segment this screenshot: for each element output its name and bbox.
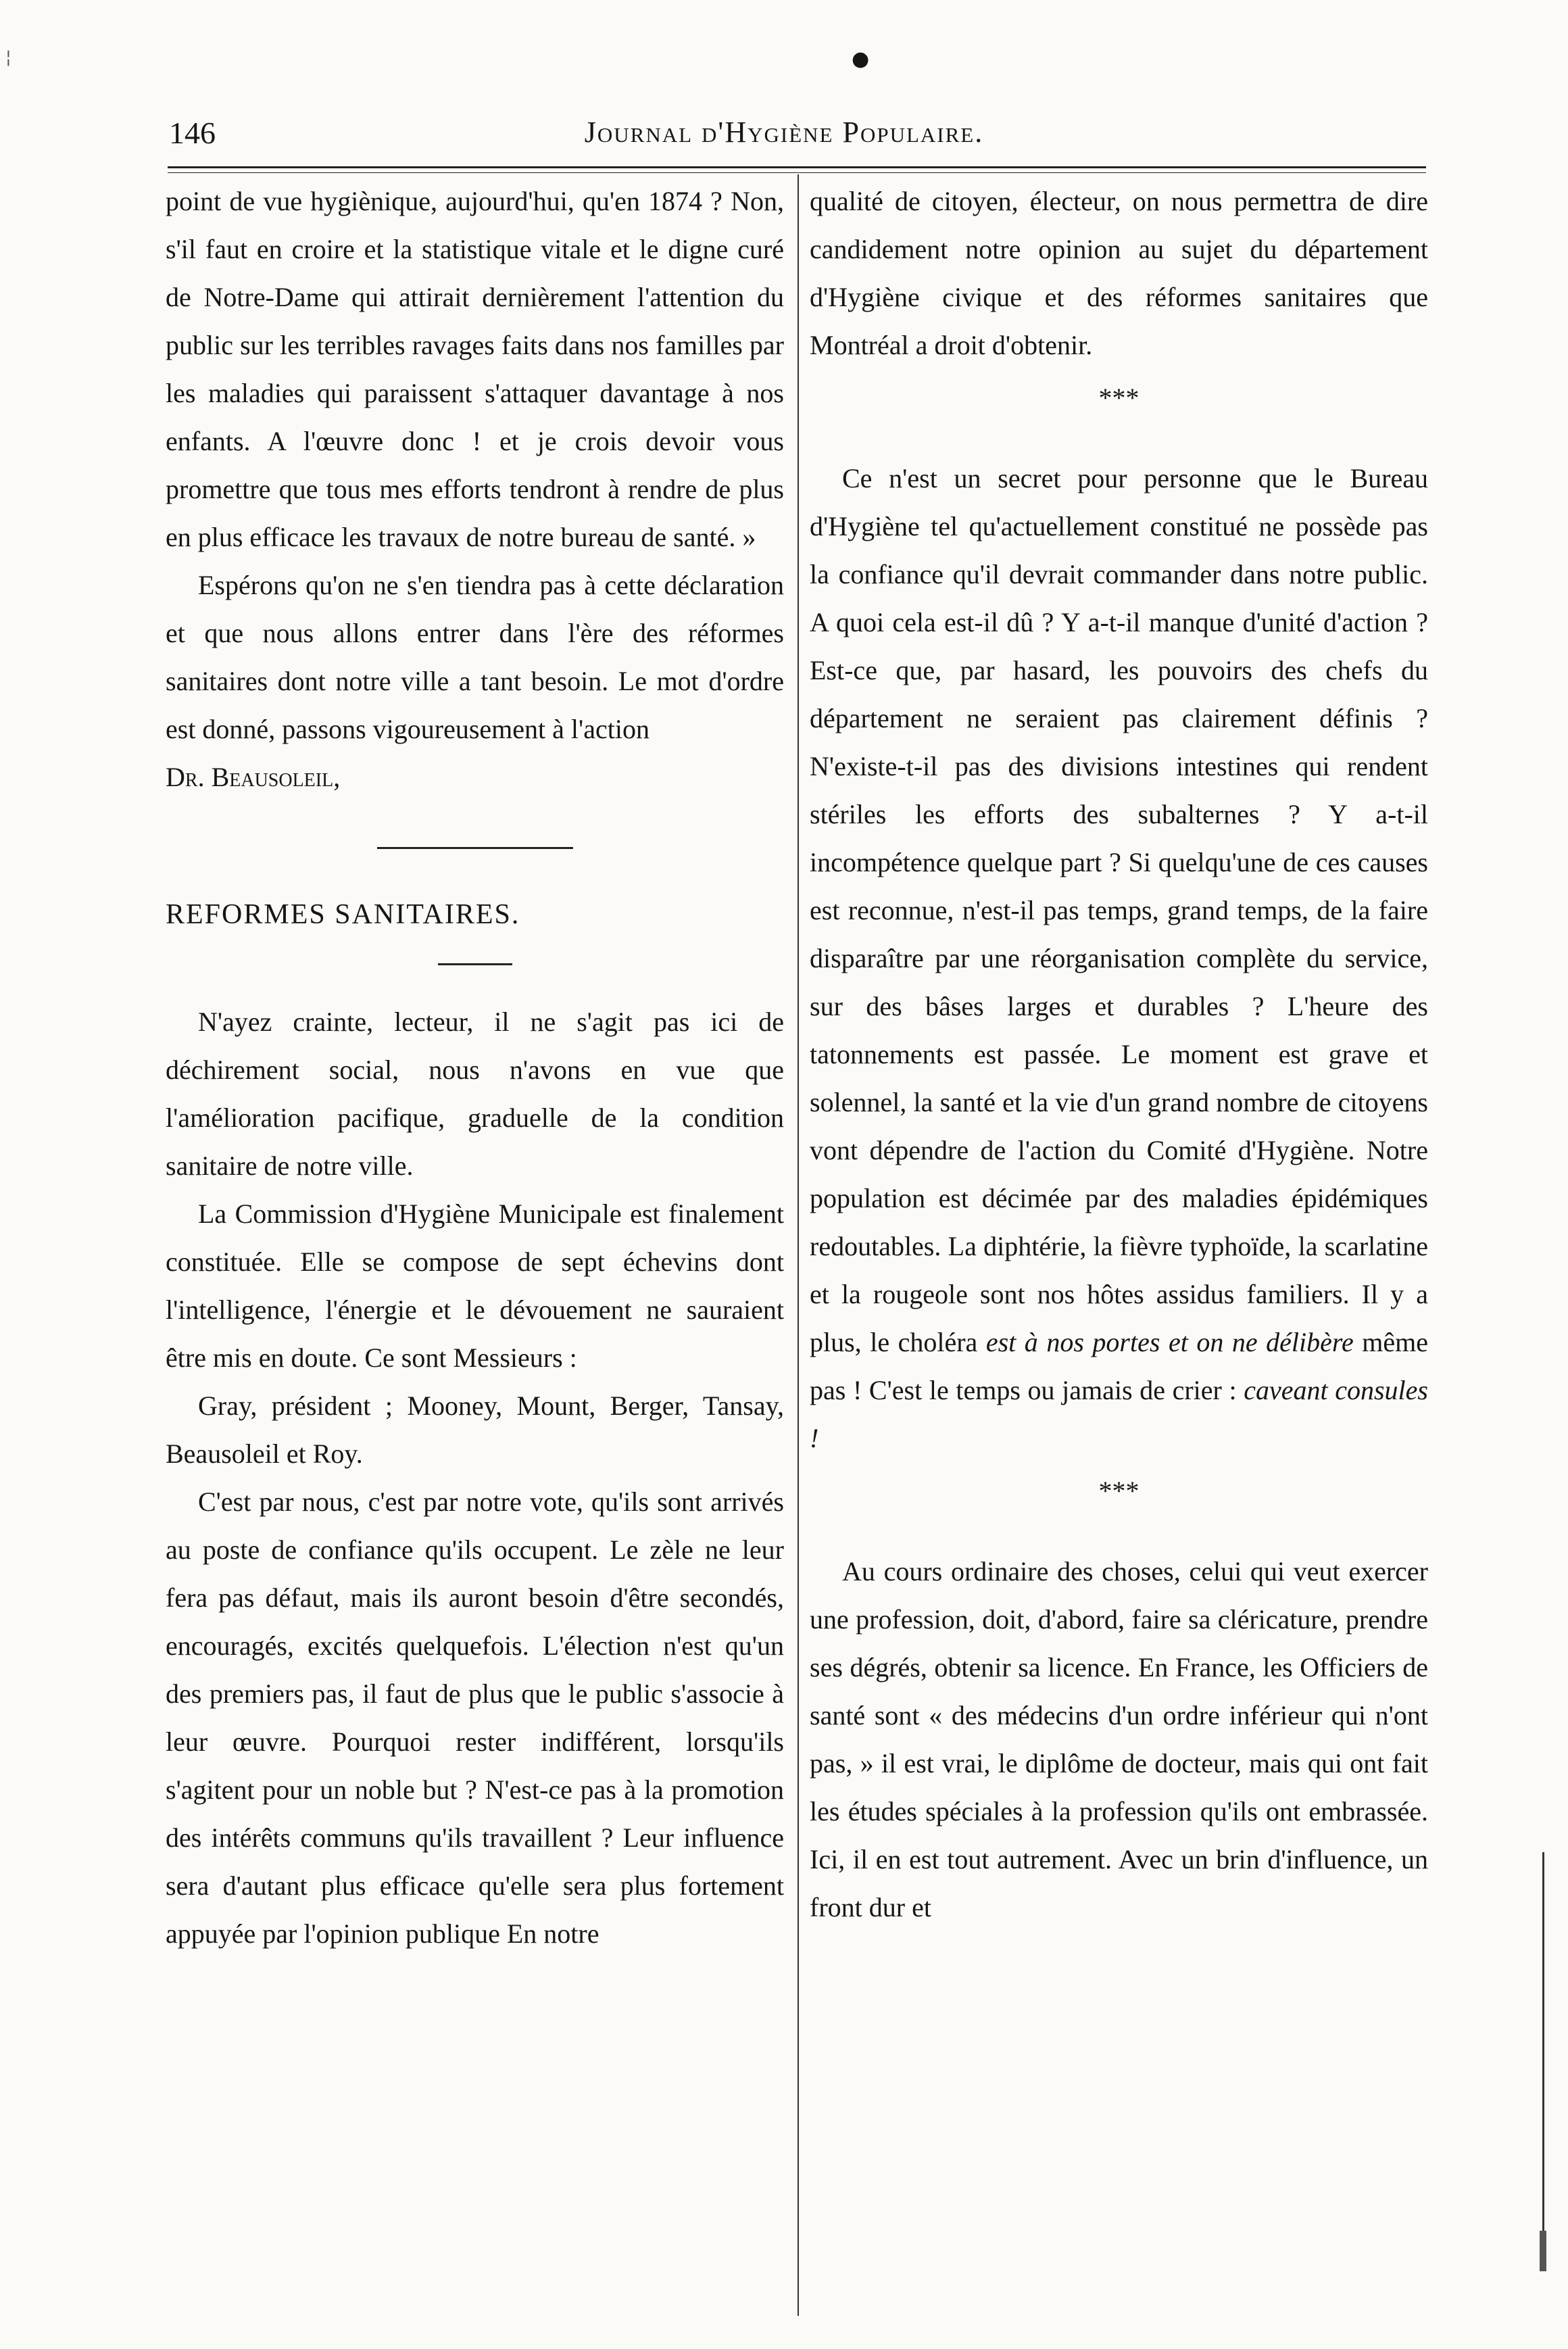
- section-title: REFORMES SANITAIRES.: [166, 899, 520, 930]
- right-column: [810, 177, 1428, 1931]
- paragraph: Espérons qu'on ne s'en tiendra pas à cette déclaration et que nous allons entrer dans l'ère des réformes sanitaires dont notre ville a tant besoin. Le mot d'ordre est donné, passons vigoureusement à l'action: [166, 570, 784, 744]
- paragraph: [810, 454, 1428, 1462]
- title-rule: [438, 963, 512, 965]
- paragraph-text: Ce n'est un secret pour personne que le Bureau d'Hygiène tel qu'actuellement constitué ne possède pas la confiance qu'il devrait commander dans notre public. A quoi cela est-il dû ? Y a-t-il manque d'unité d'action ? Est-ce que, par hasard, les pouvoirs des chefs du département ne seraient pas clairement définis ? N'existe-t-il pas des divisions intestines qui rendent stériles les efforts des subalternes ? Y a-t-il incompétence quelque part ? Si quelqu'une de ces causes est reconnue, n'est-il pas temps, grand temps, de la faire disparaître par une réorganisation complète du service, sur des bâses larges et durables ? L'heure des tatonnements est passée. Le moment est grave et solennel, la santé et la vie d'un grand nombre de citoyens vont dépendre de l'action du Comité d'Hygiène. Notre population est décimée par des maladies épidémiques redoutables. La diphtérie, la fièvre typhoïde, la scarlatine et la rougeole sont nos hôtes assidus familiers. Il y a plus, le choléra: [810, 463, 1428, 1357]
- asterism-glyph: ***: [1098, 383, 1140, 413]
- section-separator: [377, 847, 573, 849]
- paragraph: Gray, président ; Mooney, Mount, Berger, Tansay, Beausoleil et Roy.: [166, 1390, 784, 1469]
- left-column: [166, 177, 784, 1958]
- asterism-glyph: ***: [1098, 1476, 1140, 1506]
- paragraph: N'ayez crainte, lecteur, il ne s'agit pas ici de déchirement social, nous n'avons en vue que l'amélioration pacifique, graduelle de la condition sanitaire de notre ville.: [166, 1007, 784, 1181]
- asterism: [810, 384, 1428, 431]
- margin-mark: ¦: [5, 47, 11, 68]
- paragraph: point de vue hygiènique, aujourd'hui, qu'en 1874 ? Non, s'il faut en croire et la statistique vitale et le digne curé de Notre-Dame qui attirait dernièrement l'attention du public sur les terribles ravages faits dans nos familles par les maladies qui paraissent s'attaquer davantage à nos enfants. A l'œuvre donc ! et je crois devoir vous promettre que tous mes efforts tendront à rendre de plus en plus efficace les travaux de notre bureau de santé. »: [166, 186, 784, 552]
- paragraph: qualité de citoyen, électeur, on nous permettra de dire candidement notre opinion au sujet du département d'Hygiène civique et des réformes sanitaires que Montréal a droit d'obtenir.: [810, 186, 1428, 360]
- ink-mark: ●: [852, 47, 870, 71]
- column-divider: [798, 174, 799, 2316]
- margin-specks: [1534, 1825, 1554, 2298]
- signature: Dr. Beausoleil,: [166, 762, 341, 792]
- page-number: 146: [169, 116, 216, 150]
- asterism: [810, 1477, 1428, 1524]
- italic-phrase: caveant consules !: [810, 1375, 1428, 1453]
- italic-phrase: est à nos portes et on ne délibère: [985, 1327, 1354, 1357]
- paragraph-text: même pas ! C'est le temps ou jamais de crier :: [810, 1327, 1428, 1405]
- paragraph: Au cours ordinaire des choses, celui qui veut exercer une profession, doit, d'abord, faire sa cléricature, prendre ses dégrés, obtenir sa licence. En France, les Officiers de santé sont « des médecins d'un ordre inférieur qui n'ont pas, » il est vrai, le diplôme de docteur, mais qui ont fait les études spéciales à la profession qu'ils ont embrassée. Ici, il en est tout autrement. Avec un brin d'influence, un front dur et: [810, 1556, 1428, 1922]
- running-title: Journal d'Hygiène Populaire.: [584, 116, 984, 149]
- paragraph: C'est par nous, c'est par notre vote, qu'ils sont arrivés au poste de confiance qu'ils occupent. Le zèle ne leur fera pas défaut, mais ils auront besoin d'être secondés, encouragés, excités quelquefois. L'élection n'est qu'un des premiers pas, il faut de plus que le public s'associe à leur œuvre. Pourquoi rester indifférent, lorsqu'ils s'agitent pour un noble but ? N'est-ce pas à la promotion des intérêts communs qu'ils travaillent ? Leur influence sera d'autant plus efficace qu'elle sera plus fortement appuyée par l'opinion publique En notre: [166, 1486, 784, 1949]
- header-rule: [168, 166, 1426, 173]
- paragraph: La Commission d'Hygiène Municipale est finalement constituée. Elle se compose de sept échevins dont l'intelligence, l'énergie et le dévouement ne sauraient être mis en doute. Ce sont Messieurs :: [166, 1198, 784, 1373]
